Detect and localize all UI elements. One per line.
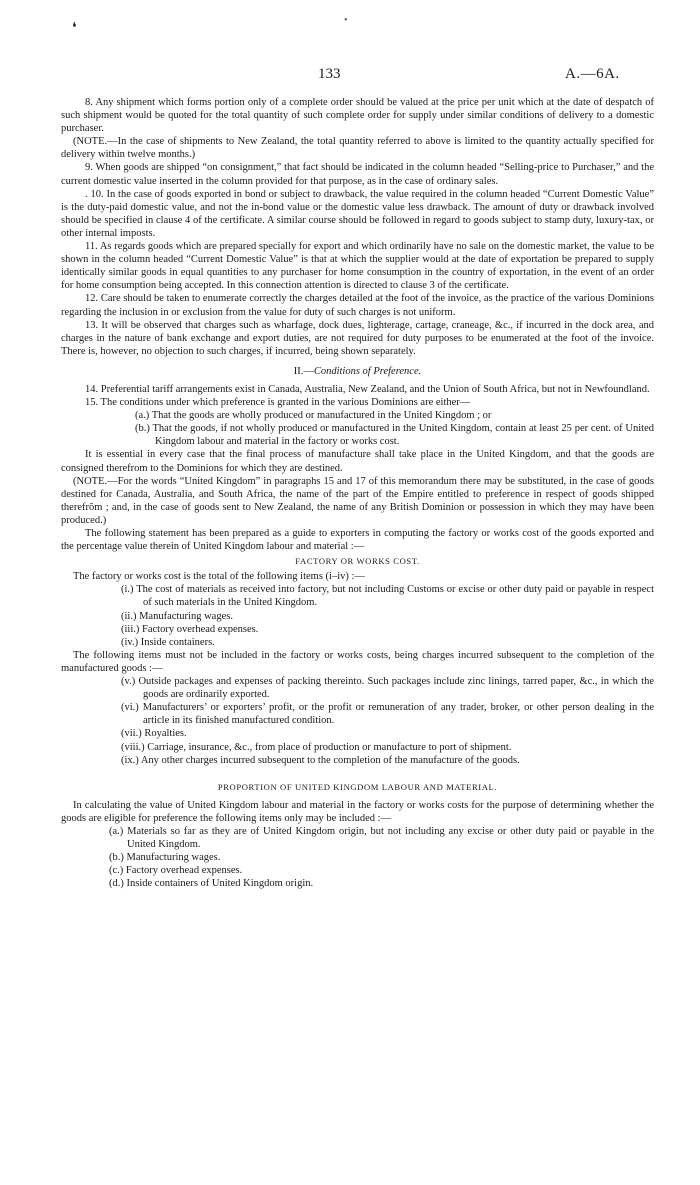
proportion-item: (d.) Inside containers of United Kingdom origin. <box>109 878 314 890</box>
page-number: 133 <box>318 66 341 82</box>
section-number: II.— <box>293 365 314 377</box>
proportion-item: (b.) Manufacturing wages. <box>109 852 221 864</box>
note-new-zealand-quantity: (NOTE.—In the case of shipments to New Zealand, the total quantity referred to above is limited to the quantity actually specified for delivery within twelve months.) <box>61 136 654 161</box>
excluded-item: (vi.) Manufacturers’ or exporters’ profit, or the profit or remuneration of any trader, broker, or other person dealing in the article in its finished manufactured condition. <box>121 702 654 727</box>
paragraph-13: 13. It will be observed that charges such as wharfage, dock dues, lighterage, cartage, craneage, &c., if incurred in the dock area, and charges in the nature of bank exchange and export duties, are not required for duty purposes to be enumerated at the foot of the invoice. There is, however, no objection to such charges, if incurred, being shown separately. <box>61 319 654 357</box>
excluded-item: (ix.) Any other charges incurred subsequent to the completion of the manufacture of the goods. <box>121 754 520 766</box>
factory-cost-intro: The factory or works cost is the total of the following items (i–iv) :— <box>73 571 365 583</box>
paragraph-statement: The following statement has been prepared as a guide to exporters in computing the factory or works cost of the goods exported and the percentage value therein of United Kingdom labour and material :— <box>61 528 654 553</box>
condition-b: (b.) That the goods, if not wholly produced or manufactured in the United Kingdom, contain at least 25 per cent. of United Kingdom labour and material in the factory or works cost. <box>135 423 654 448</box>
factory-cost-item: (iv.) Inside containers. <box>121 636 215 648</box>
paragraph-11: 11. As regards goods which are prepared specially for export and which ordinarily have no sale on the domestic market, the value to be shown in the column headed “Current Domestic Value” is that at which the supplier would at the date of exportation be prepared to supply identically similar goods in equal quantities to any purchaser for home consumption in the country of exportation, in the event of an order for home consumption being accepted. In this connection attention is directed to clause 3 of the certificate. <box>61 241 654 292</box>
document-reference: A.—6A. <box>565 66 620 82</box>
factory-cost-item: (ii.) Manufacturing wages. <box>121 610 233 622</box>
factory-cost-item: (iii.) Factory overhead expenses. <box>121 623 259 635</box>
excluded-item: (viii.) Carriage, insurance, &c., from place of production or manufacture to port of shipment. <box>121 741 512 753</box>
page-mark: ❛ <box>72 21 77 36</box>
paragraph-14: 14. Preferential tariff arrangements exist in Canada, Australia, New Zealand, and the Union of South Africa, but not in Newfoundland. <box>85 383 650 395</box>
proportion-item: (c.) Factory overhead expenses. <box>109 865 243 877</box>
excluded-items-intro: The following items must not be included in the factory or works costs, being charges incurred subsequent to the completion of the manufactured goods :— <box>61 649 654 674</box>
proportion-intro: In calculating the value of United Kingdom labour and material in the factory or works costs for the purpose of determining whether the goods are eligible for preference the following items only may be included :— <box>61 799 654 824</box>
section-heading-conditions <box>61 365 654 378</box>
note-united-kingdom-substitution: (NOTE.—For the words “United Kingdom” in paragraphs 15 and 17 of this memorandum there may be substituted, in the case of goods destined for Canada, Australia, and South Africa, the name of the part of the Empire entitled to preference in respect of goods shipped therefrŏm ; and, in the case of goods sent to New Zealand, the name of any British Dominion or possession in which they may have been produced.) <box>61 475 654 526</box>
proportion-item: (a.) Materials so far as they are of United Kingdom origin, but not including any excise or other duty paid or payable in the United Kingdom. <box>109 825 654 851</box>
heading-proportion: PROPORTION OF UNITED KINGDOM LABOUR AND MATERIAL. <box>217 781 498 792</box>
paragraph-12: 12. Care should be taken to enumerate correctly the charges detailed at the foot of the invoice, as the practice of the various Dominions regarding the inclusion in or exclusion from the value for duty of such charges is not uniform. <box>61 293 654 318</box>
paragraph-15: 15. The conditions under which preference is granted in the various Dominions are either— <box>85 397 471 409</box>
section-title: Conditions of Preference. <box>313 365 422 377</box>
paragraph-final-process: It is essential in every case that the final process of manufacture shall take place in the United Kingdom, and that the goods are consigned therefrom to the Dominions for which they are destined. <box>61 449 654 474</box>
excluded-item: (vii.) Royalties. <box>121 728 187 740</box>
page-dot: • <box>344 15 348 26</box>
paragraph-8: 8. Any shipment which forms portion only of a complete order should be valued at the price per unit which at the date of despatch of such shipment would be quoted for the total quantity of such complete order for supply under similar conditions of delivery to a domestic purchaser. <box>61 97 654 135</box>
paragraph-9: 9. When goods are shipped “on consignment,” that fact should be indicated in the column headed “Selling-price to Purchaser,” and the current domestic value inserted in the column provided for that purpose, as in the case of ordinary sales. <box>61 162 654 187</box>
document-body <box>61 96 654 890</box>
excluded-item: (v.) Outside packages and expenses of packing thereinto. Such packages include zinc linings, tarred paper, &c., in which the goods are ordinarily exported. <box>121 676 654 701</box>
condition-a: (a.) That the goods are wholly produced or manufactured in the United Kingdom ; or <box>135 410 492 422</box>
paragraph-10: . 10. In the case of goods exported in bond or subject to drawback, the value required in the column headed “Current Domestic Value” is the duty-paid domestic value, and not the in-bond value or the domestic value less drawback. The amount of duty or drawback involved should be specified in clause 4 of the certificate. A similar course should be followed in regard to goods subject to stamp duty, luxury-tax, or other internal imposts. <box>61 188 654 239</box>
factory-cost-item: (i.) The cost of materials as received into factory, but not including Customs or excise or other duty paid or payable in respect of such materials in the United Kingdom. <box>121 584 654 609</box>
heading-factory-cost: FACTORY OR WORKS COST. <box>295 556 420 567</box>
